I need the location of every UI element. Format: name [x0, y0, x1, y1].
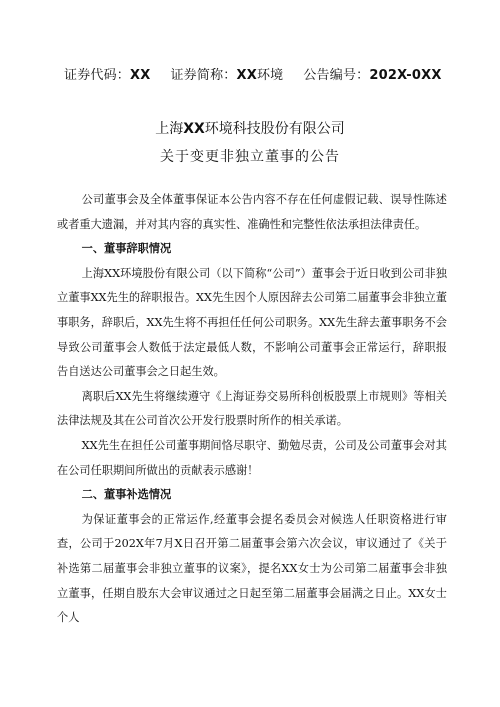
announcement-body — [57, 188, 447, 631]
intro-paragraph: 公司董事会及全体董事保证本公告内容不存在任何虚假记载、误导性陈述或者重大遗漏，并对其内容的真实性、准确性和完整性依法承担法律责任。 — [57, 193, 447, 231]
company-name-title — [0, 118, 500, 138]
notice-number-value: 202X-0XX — [369, 68, 442, 83]
notice-number-label: 公告编号： — [303, 68, 370, 83]
securities-info-line — [64, 64, 444, 83]
company-name-bold: XX — [183, 121, 205, 137]
securities-abbr-value-rest: 环境 — [256, 68, 284, 83]
securities-code-label: 证券代码： — [64, 68, 131, 83]
section-heading-resignation: 一、董事辞职情况 — [81, 242, 172, 256]
resignation-paragraph-2: 离职后XX先生将继续遵守《上海证券交易所科创板股票上市规则》等相关法律法规及其在公司首次公开发行股票时所作的相关承诺。 — [57, 389, 447, 428]
company-name-prefix: 上海 — [155, 121, 184, 137]
securities-abbr-value-bold: XX — [236, 68, 257, 83]
securities-abbr-label: 证券简称： — [170, 68, 237, 83]
by-election-paragraph-1: 为保证董事会的正常运作,经董事会提名委员会对候选人任职资格进行审查，公司于202X年7月X日召开第二届董事会第六次会议，审议通过了《关于补选第二届董事会非独立董事的议案》，提名XX女士为公司第二届董事会非独立董事，任期自股东大会审议通过之日起至第二届董事会届满之日止。XX女士个人 — [57, 512, 447, 625]
resignation-paragraph-1: 上海XX环境股份有限公司（以下简称“公司”）董事会于近日收到公司非独立董事XX先生的辞职报告。XX先生因个人原因辞去公司第二届董事会非独立董事职务，辞职后，XX先生将不再担任任何公司职务。XX先生辞去董事职务不会导致公司董事会人数低于法定最低人数，不影响公司董事会正常运行，辞职报告自送达公司董事会之日起生效。 — [57, 266, 447, 379]
securities-code-value: XX — [130, 68, 151, 83]
section-heading-by-election: 二、董事补选情况 — [81, 488, 172, 502]
company-name-suffix: 环境科技股份有限公司 — [204, 121, 345, 137]
resignation-paragraph-3: XX先生在担任公司董事期间恪尽职守、勤勉尽责，公司及公司董事会对其在公司任职期间所做出的贡献表示感谢！ — [57, 438, 447, 477]
announcement-title: 关于变更非独立董事的公告 — [160, 149, 340, 165]
